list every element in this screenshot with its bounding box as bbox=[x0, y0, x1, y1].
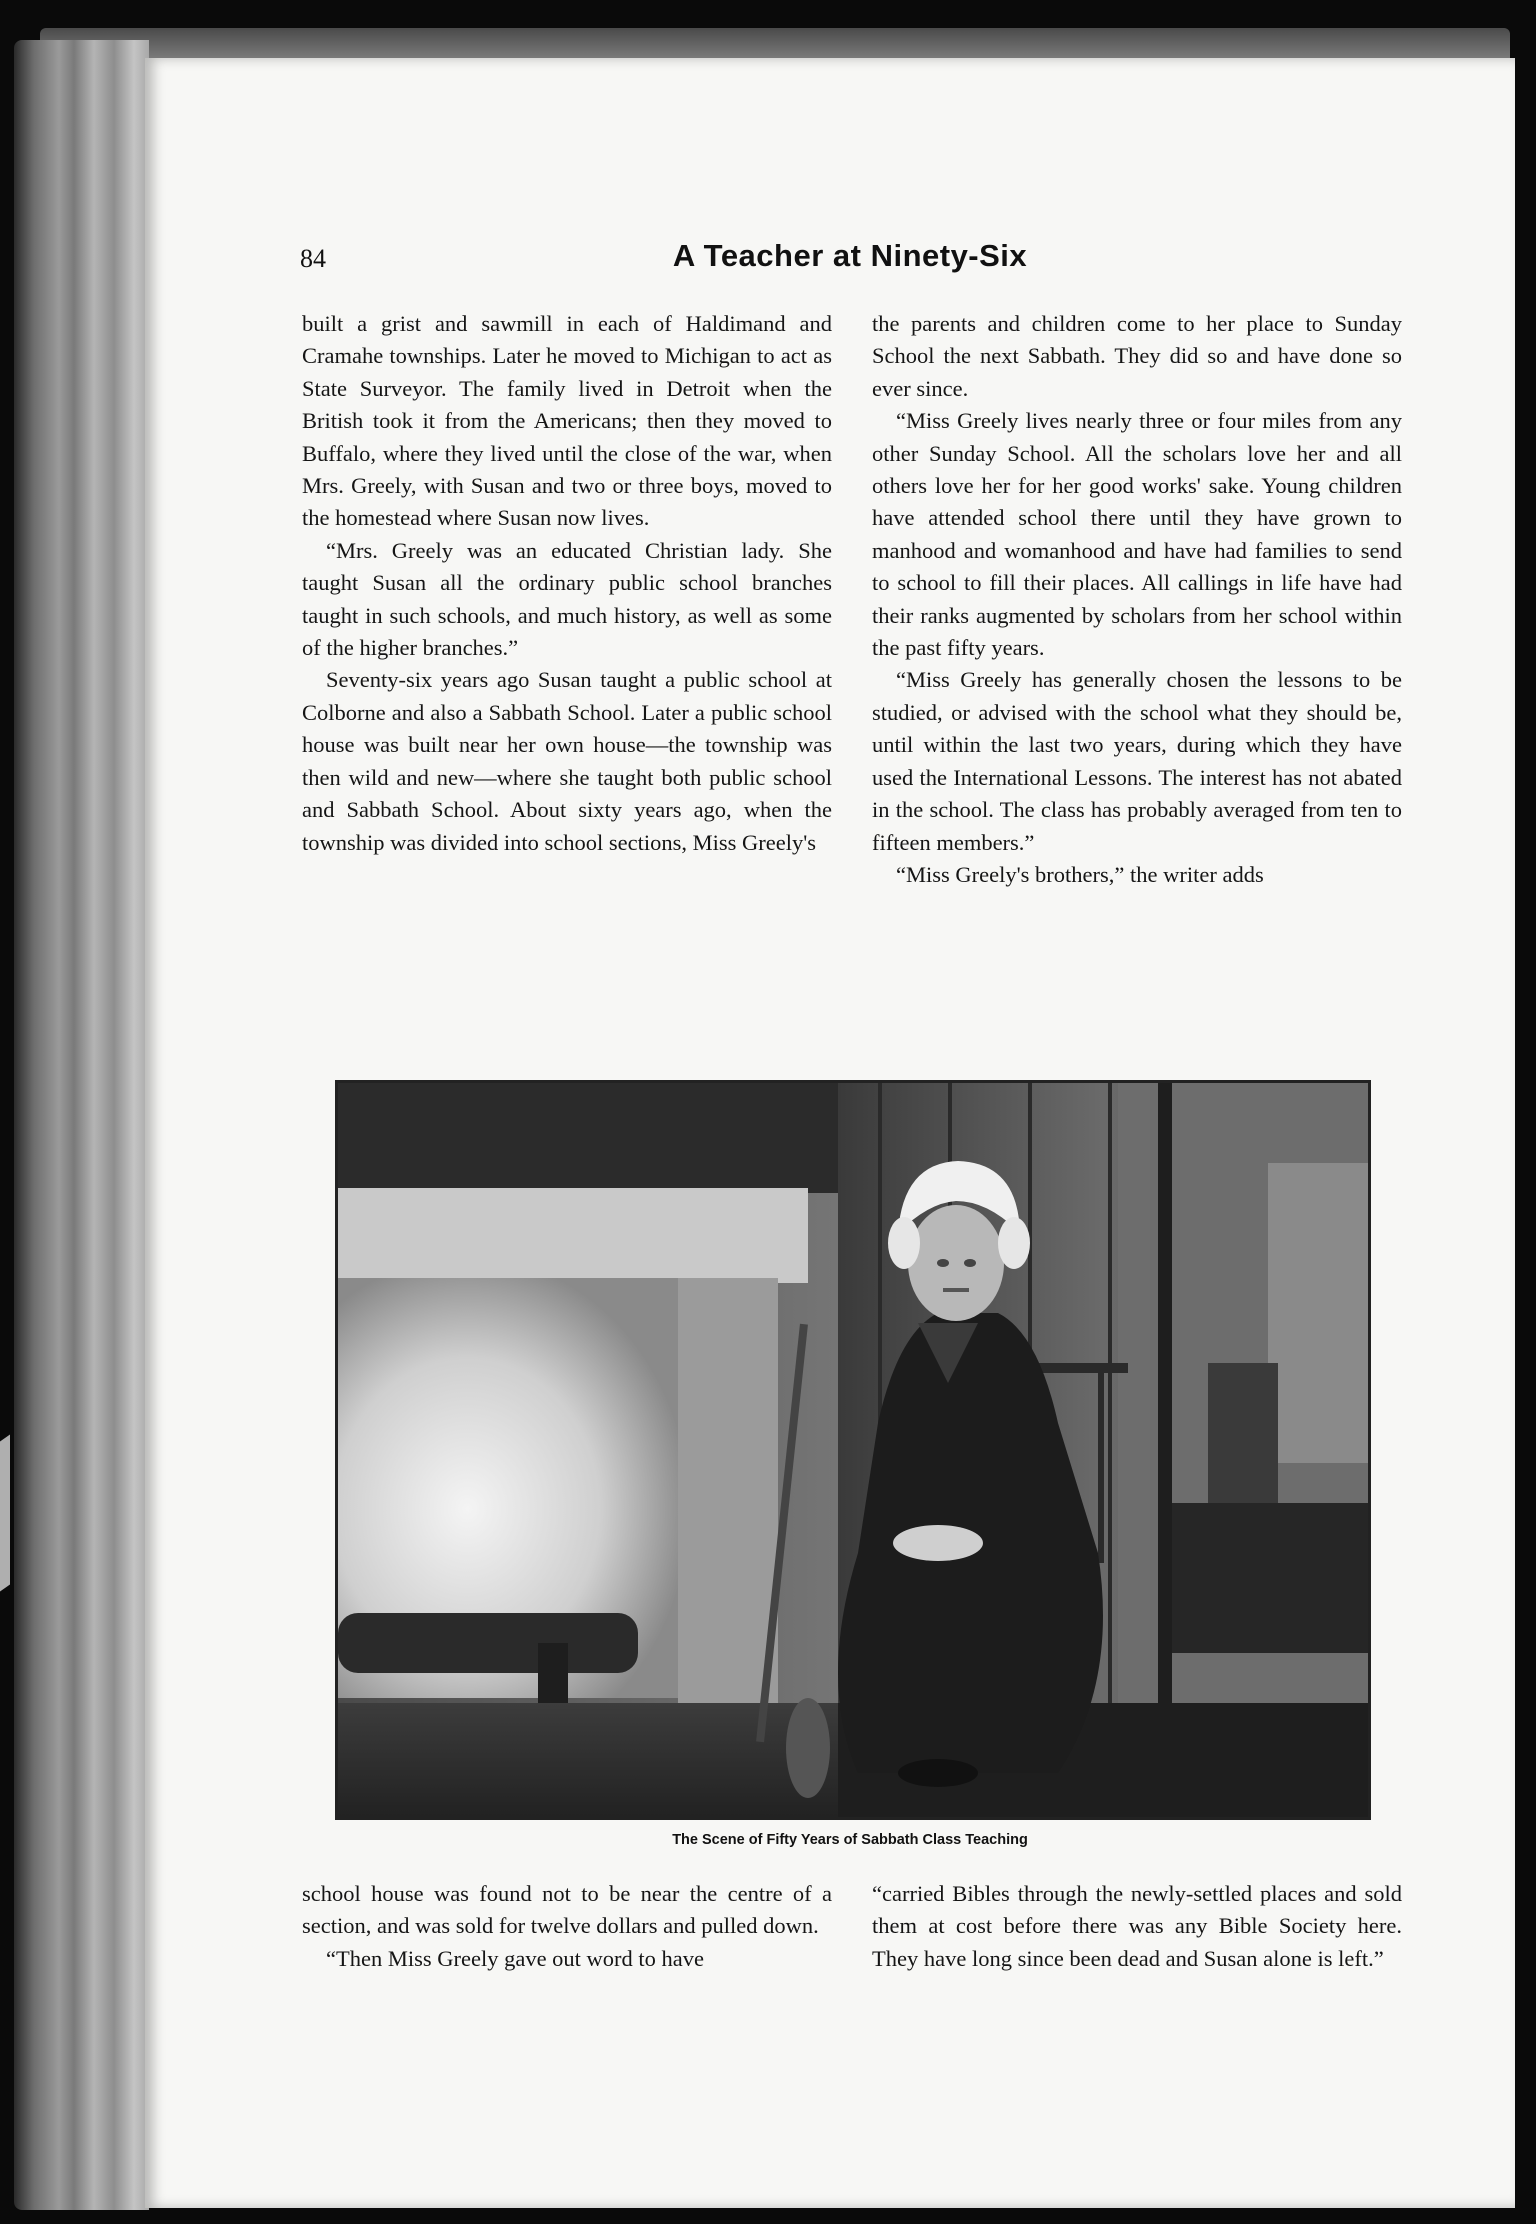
paragraph: Seventy-six years ago Susan taught a public school at Colborne and also a Sabbath School. Later a public school house was built near her own house—the township was then wild and new—where she taught both public school and Sabbath School. About sixty years ago, when the township was divided into school sections, Miss Greely's bbox=[302, 667, 832, 855]
photo-illustration bbox=[338, 1083, 1368, 1817]
page-header bbox=[145, 238, 1515, 298]
book-page-edges bbox=[14, 40, 149, 2210]
paragraph: school house was found not to be near the centre of a section, and was sold for twelve dollars and pulled down. bbox=[302, 1881, 832, 1939]
book-page bbox=[145, 58, 1515, 2208]
paragraph: “Then Miss Greely gave out word to have bbox=[326, 1945, 705, 1971]
photo-caption: The Scene of Fifty Years of Sabbath Class Teaching bbox=[672, 1832, 1028, 1848]
paragraph: “Miss Greely lives nearly three or four miles from any other Sunday School. All the scholars love her and all others love her for her good works' sake. Young children have attended school there until they have grown to manhood and womanhood and have had families to send to school to fill their places. All callings in life have had their ranks augmented by scholars from her school within the past fifty years. bbox=[872, 408, 1402, 661]
paragraph: “carried Bibles through the newly-settled places and sold them at cost before there was any Bible Society here. They have long since been dead and Susan alone is left.” bbox=[872, 1881, 1402, 1971]
page-number: 84 bbox=[300, 244, 326, 273]
left-column-top bbox=[302, 308, 832, 859]
right-column-bottom bbox=[872, 1878, 1402, 1975]
paragraph: “Miss Greely has generally chosen the lessons to be studied, or advised with the school what they should be, until within the last two years, during which they have used the International Lessons. The interest has not abated in the school. The class has probably averaged from ten to fifteen members.” bbox=[872, 667, 1402, 855]
halftone-photograph bbox=[335, 1080, 1371, 1820]
paragraph: the parents and children come to her place to Sunday School the next Sabbath. They did so and have done so ever since. bbox=[872, 311, 1402, 401]
paragraph: “Miss Greely's brothers,” the writer adds bbox=[896, 861, 1264, 887]
paragraph: “Mrs. Greely was an educated Christian lady. She taught Susan all the ordinary public school branches taught in such schools, and much history, as well as some of the higher branches.” bbox=[302, 537, 832, 661]
left-column-bottom bbox=[302, 1878, 832, 1975]
right-column-top bbox=[872, 308, 1402, 891]
running-title: A Teacher at Ninety-Six bbox=[672, 238, 1028, 273]
paragraph: built a grist and sawmill in each of Haldimand and Cramahe townships. Later he moved to Michigan to act as State Surveyor. The family lived in Detroit when the British took it from the Americans; then they moved to Buffalo, where they lived until the close of the war, when Mrs. Greely, with Susan and two or three boys, moved to the homestead where Susan now lives. bbox=[302, 311, 832, 531]
